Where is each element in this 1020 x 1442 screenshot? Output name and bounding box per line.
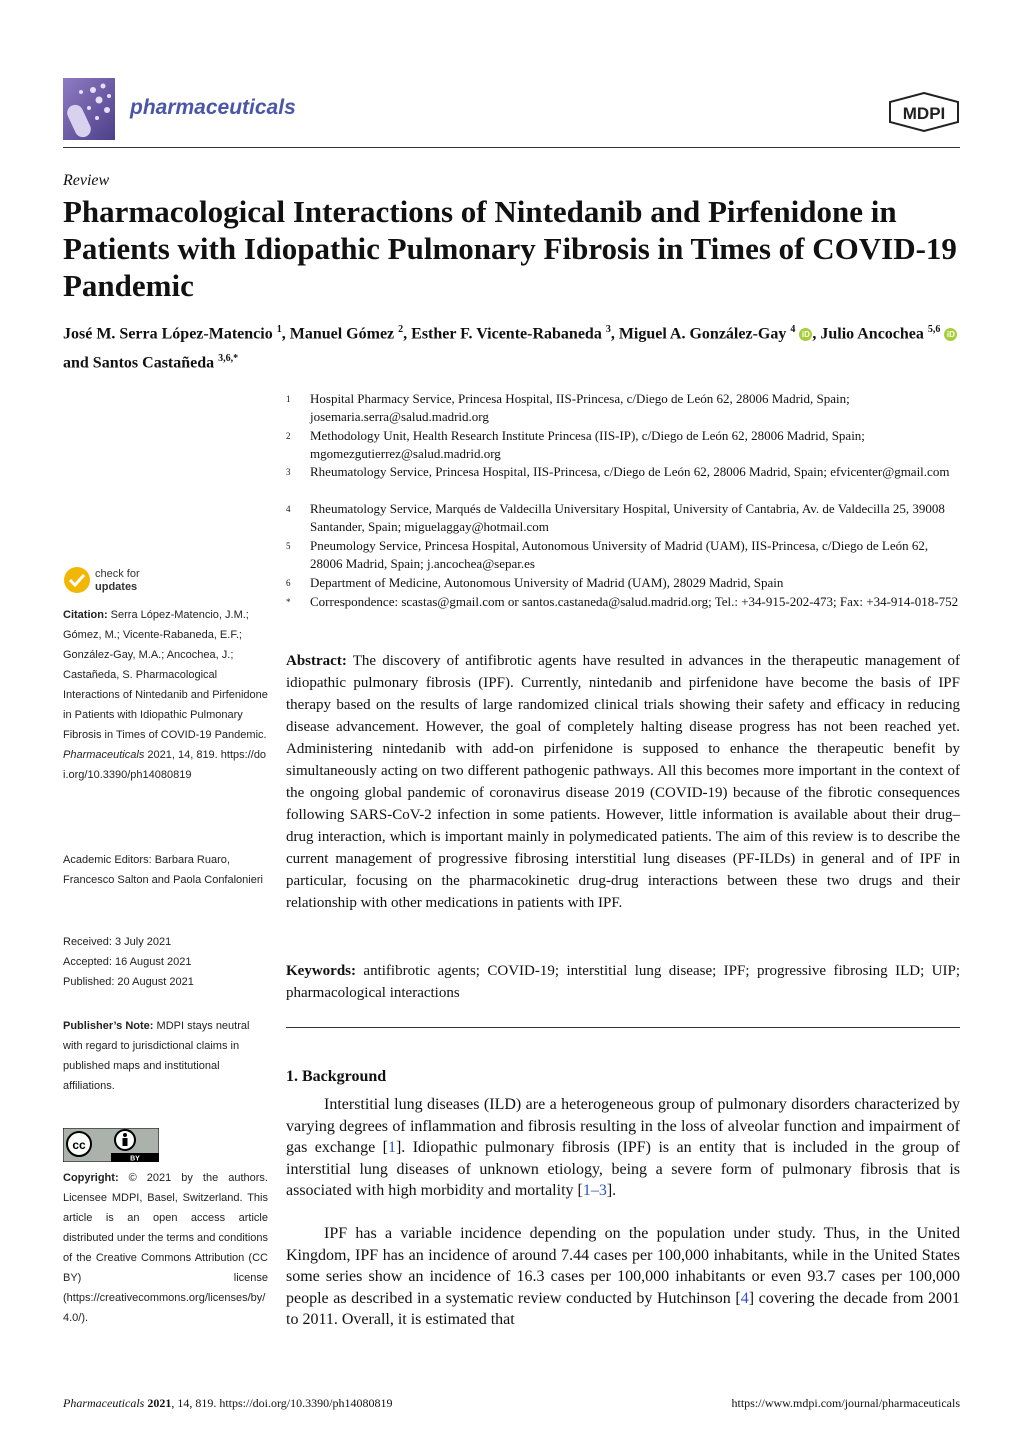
editors-text: Barbara Ruaro, Francesco Salton and Paola Confalonieri — [63, 854, 263, 886]
author-list: José M. Serra López-Matencio $^1$, Manuel Gómez $^2$, Esther F. Vicente-Rabaneda $^3$, Miguel A. González-Gay $^4$ iD , Julio Ancochea $^{5,6}$ iD and Santos Castañeda $^{3,6,*}$ — [63, 317, 960, 376]
citation-block — [63, 605, 268, 785]
check-for-updates-button[interactable] — [63, 565, 163, 600]
cc-by-license-icon[interactable] — [63, 1128, 159, 1162]
affiliation-number: 1 — [286, 394, 291, 404]
copyright-block — [63, 1168, 268, 1328]
affiliation-item — [286, 427, 960, 463]
article-title: Pharmacological Interactions of Nintedanib and Pirfenidone in Patients with Idiopathic Pulmonary Fibrosis in Times of COVID-19 Pandemic — [63, 194, 957, 303]
reference-link[interactable]: 1 — [387, 1139, 396, 1156]
affiliation-number: 4 — [286, 504, 291, 514]
mdpi-logo-icon[interactable] — [888, 92, 960, 132]
author-affiliation-sup: 5,6 — [927, 324, 941, 335]
affiliation-number: 2 — [286, 431, 291, 441]
affiliation-item — [286, 593, 960, 611]
published-date: Published: 20 August 2021 — [63, 976, 194, 988]
affiliation-text: Pneumology Service, Princesa Hospital, Autonomous University of Madrid (UAM), IIS-Princesa, c/Diego de León 62, 28006 Madrid, Spain; j.ancochea@separ.es — [310, 538, 929, 571]
citation-doi-link[interactable]: https://doi.org/10.3390/ph14080819 — [63, 749, 267, 781]
keywords-text: antifibrotic agents; COVID-19; interstitial lung disease; IPF; progressive fibrosing ILD; UIP; pharmacological interactions — [286, 963, 960, 1001]
author-affiliation-sup: 3 — [605, 324, 611, 335]
citation-label: Citation: — [63, 609, 108, 621]
affiliation-item — [286, 463, 960, 481]
section-heading: 1. Background — [286, 1068, 387, 1085]
affiliation-item — [286, 574, 960, 592]
dates-block — [63, 932, 268, 992]
reference-link[interactable]: 4 — [740, 1289, 749, 1307]
abstract-label: Abstract: — [286, 653, 347, 669]
citation-text: Serra López-Matencio, J.M.; Gómez, M.; Vicente-Rabaneda, E.F.; González-Gay, M.A.; Ancochea, J.; Castañeda, S. Pharmacological Interactions of Nintedanib and Pirfenidone in Patients with Idiopathic Pulmonary Fibrosis in Times of COVID-19 Pandemic. — [63, 609, 268, 741]
author-name[interactable]: Esther F. Vicente-Rabaneda — [411, 325, 606, 343]
affiliation-text: Correspondence: scastas@gmail.com or santos.castaneda@salud.madrid.org; Tel.: +34-915-202-473; Fax: +34-914-018-752 — [310, 594, 959, 609]
author-affiliation-sup: 1 — [276, 324, 282, 335]
p1-text-a: Interstitial lung diseases (ILD) are a heterogeneous group of pulmonary disorders characterized by varying degrees of inflammation and fibrosis resulting in the loss of alveolar function and impairment of gas exchange [ — [286, 1096, 960, 1156]
author-name[interactable]: Miguel A. González-Gay — [618, 325, 791, 343]
affiliation-number: * — [286, 597, 291, 607]
keywords — [286, 960, 960, 1004]
author-affiliation-sup: 4 — [790, 324, 796, 335]
reference-link[interactable]: 1–3 — [582, 1182, 607, 1199]
journal-name[interactable]: pharmaceuticals — [130, 96, 296, 119]
affiliation-number: 3 — [286, 467, 291, 477]
copyright-label: Copyright: — [63, 1172, 119, 1184]
abstract — [286, 650, 960, 914]
journal-logo-icon — [63, 78, 115, 140]
affiliation-number: 6 — [286, 578, 291, 588]
affiliation-number: 5 — [286, 541, 291, 551]
affiliation-text: Rheumatology Service, Princesa Hospital, IIS-Princesa, c/Diego de León 62, 28006 Madrid, Spain; efvicenter@gmail.com — [310, 464, 950, 479]
author-affiliation-sup: 3,6,* — [218, 353, 239, 365]
updates-text: updates — [95, 581, 138, 593]
p1-text-b: ]. Idiopathic pulmonary fibrosis (IPF) is an entity that is included in the group of interstitial lung diseases of unknown etiology, being a severe form of pulmonary fibrosis that is associated with high morbidity and mortality [ — [286, 1139, 961, 1199]
p1-text-c: ]. — [606, 1182, 617, 1199]
copyright-text: © 2021 by the authors. Licensee MDPI, Basel, Switzerland. This article is an open access article distributed under the terms and conditions of the Creative Commons Attribution (CC BY) license (https://creativecommons.org/licenses/by/4.0/). — [63, 1172, 268, 1324]
section-divider — [286, 1027, 960, 1028]
accepted-date: Accepted: 16 August 2021 — [63, 956, 192, 968]
svg-text:cc: cc — [72, 1138, 86, 1152]
mdpi-logo-text: MDPI — [902, 104, 946, 123]
affiliation-text: Rheumatology Service, Marqués de Valdecilla Universitary Hospital, University of Cantabria, Av. de Valdecilla 25, 39008 Santander, Spain; miguelaggay@hotmail.com — [310, 501, 945, 534]
author-name[interactable]: Julio Ancochea — [820, 325, 928, 343]
header-divider — [63, 147, 960, 148]
footer-vol-doi[interactable]: , 14, 819. https://doi.org/10.3390/ph14080819 — [171, 1396, 393, 1410]
abstract-text: The discovery of antifibrotic agents have resulted in advances in the therapeutic management of idiopathic pulmonary fibrosis (IPF). Currently, nintedanib and pirfenidone have become the basis of IPF therapy based on the results of large randomized clinical trials showing their safety and efficacy in reducing disease advancement. However, the goal of completely halting disease progress has not been reached yet. Administering nintedanib with add-on pirfenidone is supposed to enhance the therapeutic benefit by simultaneously acting on two different pathogenic pathways. All this becomes more important in the context of the ongoing global pandemic of coronavirus disease 2019 (COVID-19) because of the fibrotic consequences following SARS-CoV-2 infection in some patients. However, little information is available about their drug–drug interaction, which is important mainly in polymedicated patients. The aim of this review is to describe the current management of progressive fibrosing interstitial lung diseases (PF-ILDs) in general and of IPF in particular, focusing on the pharmacokinetic drug-drug interactions between these two drugs and their relationship with other medications in patients with IPF. — [286, 653, 960, 911]
author-name[interactable]: José M. Serra López-Matencio — [63, 325, 277, 343]
author-name[interactable]: Manuel Gómez — [289, 325, 399, 343]
affiliation-text: Hospital Pharmacy Service, Princesa Hospital, IIS-Princesa, c/Diego de León 62, 28006 Madrid, Spain; josemaria.serra@salud.madrid.org — [310, 391, 850, 424]
orcid-icon[interactable]: iD — [944, 328, 957, 341]
publisher-note-label: Publisher’s Note: — [63, 1020, 154, 1032]
footer-citation — [63, 1396, 392, 1411]
editors-label: Academic Editors: — [63, 854, 152, 866]
affiliation-item — [286, 390, 960, 426]
orcid-icon[interactable]: iD — [799, 328, 812, 341]
author-name[interactable]: Santos Castañeda — [92, 354, 219, 372]
affiliation-text: Methodology Unit, Health Research Institute Princesa (IIS-IP), c/Diego de León 62, 28006 Madrid, Spain; mgomezgutierrez@salud.madrid.org — [310, 428, 865, 461]
publisher-note — [63, 1016, 268, 1096]
article-type: Review — [63, 172, 110, 189]
citation-journal: Pharmaceuticals — [63, 749, 145, 761]
affiliation-item — [286, 537, 960, 573]
academic-editors — [63, 850, 268, 890]
footer-url-link[interactable]: https://www.mdpi.com/journal/pharmaceuticals — [731, 1396, 960, 1410]
affiliation-item — [286, 500, 960, 536]
p2-text-b: ] covering the decade from 2001 to 2011. Overall, it is estimated that — [286, 1289, 961, 1328]
keywords-label: Keywords: — [286, 963, 356, 979]
paragraph-2 — [286, 1223, 960, 1331]
check-for-text: check for — [95, 568, 140, 580]
received-date: Received: 3 July 2021 — [63, 936, 172, 948]
citation-year-vol: 2021, 14, 819. — [147, 749, 218, 761]
p2-text-a: IPF has a variable incidence depending on the population under study. Thus, in the United Kingdom, IPF has an incidence of around 7.44 cases per 100,000 inhabitants, while in the United States some series show an incidence of 16.3 cases per 100,000 inhabitants or even 93.7 cases per 100,000 people as described in a systematic review conducted by Hutchinson [ — [286, 1225, 960, 1307]
author-affiliation-sup: 2 — [398, 324, 404, 335]
affiliation-text: Department of Medicine, Autonomous University of Madrid (UAM), 28029 Madrid, Spain — [310, 575, 784, 590]
paragraph-1 — [286, 1094, 960, 1202]
footer-year: 2021 — [147, 1396, 172, 1410]
publisher-note-text: MDPI stays neutral with regard to jurisdictional claims in published maps and institutional affiliations. — [63, 1020, 250, 1092]
cc-badge-text: BY — [130, 1155, 140, 1162]
footer-journal: Pharmaceuticals — [63, 1396, 145, 1410]
